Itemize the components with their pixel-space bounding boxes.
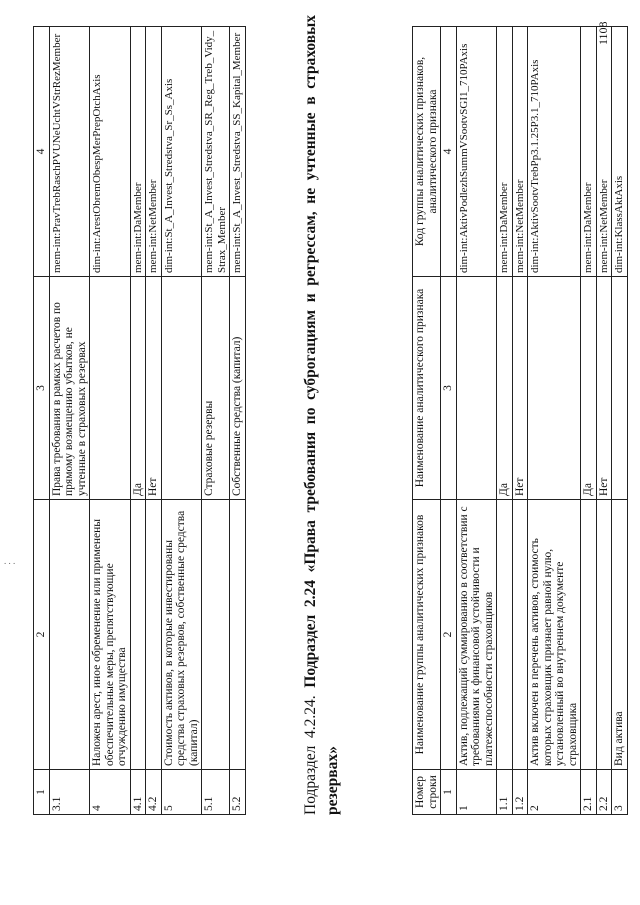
code-cell: mem-int:DaMember bbox=[497, 27, 513, 277]
feature-name-cell: Да bbox=[581, 277, 597, 500]
section-heading bbox=[300, 15, 344, 815]
table2-header-cell: Номер строки bbox=[413, 770, 441, 815]
table2-header-cell: Наименование аналитического признака bbox=[413, 277, 441, 500]
group-name-cell bbox=[497, 500, 513, 770]
feature-name-cell: Да bbox=[497, 277, 513, 500]
group-name-cell bbox=[49, 500, 90, 770]
table2-colnum-cell: 1 bbox=[441, 770, 457, 815]
feature-name-cell bbox=[528, 277, 581, 500]
row-number-cell: 5.1 bbox=[202, 770, 230, 815]
feature-name-cell bbox=[161, 277, 202, 500]
group-name-cell: Актив, подлежащий суммированию в соответствии с требованиями к финансовой устойчивости и платежеспособности страховщиков bbox=[456, 500, 497, 770]
row-number-cell: 3 bbox=[612, 770, 628, 815]
feature-name-cell: Собственные средства (капитал) bbox=[230, 277, 246, 500]
code-cell: dim-int:KlassAktAxis bbox=[612, 27, 628, 277]
table-continued bbox=[33, 26, 246, 815]
row-number-cell: 5 bbox=[161, 770, 202, 815]
group-name-cell bbox=[596, 500, 612, 770]
heading-prefix: Подраздел 4.2.24. bbox=[302, 687, 319, 815]
code-cell: dim-int:St_A_Invest_Stredstva_Sr_Ss_Axis bbox=[161, 27, 202, 277]
table-row bbox=[130, 27, 146, 815]
code-cell: mem-int:PravTrebRaschPVUNeUchtVStrRezMember bbox=[49, 27, 90, 277]
table1-header-cell: 2 bbox=[34, 500, 50, 770]
feature-name-cell: Нет bbox=[146, 277, 162, 500]
table2-colnum-cell: 3 bbox=[441, 277, 457, 500]
code-cell: mem-int:DaMember bbox=[130, 27, 146, 277]
group-name-cell bbox=[130, 500, 146, 770]
row-number-cell: 5.2 bbox=[230, 770, 246, 815]
code-cell: dim-int:ArestObremObespMerPrepOtchAxis bbox=[90, 27, 131, 277]
table1-header-row bbox=[34, 27, 50, 815]
code-cell: mem-int:St_A_Invest_Stredstva_SR_Reg_Treb_Vidy_Strax_Member bbox=[202, 27, 230, 277]
table-row bbox=[612, 27, 628, 815]
feature-name-cell: Страховые резервы bbox=[202, 277, 230, 500]
row-number-cell: 3.1 bbox=[49, 770, 90, 815]
group-name-cell: Вид актива bbox=[612, 500, 628, 770]
table2-header-cell: Код группы аналитических признаков, аналитического признака bbox=[413, 27, 441, 277]
table2-colnum-cell: 4 bbox=[441, 27, 457, 277]
table-row bbox=[528, 27, 581, 815]
row-number-cell: 1 bbox=[456, 770, 497, 815]
table-row bbox=[202, 27, 230, 815]
code-cell: mem-int:St_A_Invest_Stredstva_SS_Kapital_Member bbox=[230, 27, 246, 277]
group-name-cell bbox=[512, 500, 528, 770]
row-number-cell: 1.2 bbox=[512, 770, 528, 815]
group-name-cell bbox=[146, 500, 162, 770]
feature-name-cell: Нет bbox=[596, 277, 612, 500]
table2-colnum-row bbox=[441, 27, 457, 815]
table-row bbox=[161, 27, 202, 815]
table2-header-row bbox=[413, 27, 441, 815]
heading-title: Подраздел 2.24 «Права требования по суброгациям и регрессам, не учтенные в страховых резервах» bbox=[302, 14, 341, 815]
table1-header-cell: 4 bbox=[34, 27, 50, 277]
table-row bbox=[596, 27, 612, 815]
table-row bbox=[146, 27, 162, 815]
bleed-marks: . . . bbox=[4, 556, 16, 566]
table2-colnum-cell: 2 bbox=[441, 500, 457, 770]
feature-name-cell bbox=[612, 277, 628, 500]
group-name-cell bbox=[202, 500, 230, 770]
row-number-cell: 4.1 bbox=[130, 770, 146, 815]
code-cell: mem-int:NetMember bbox=[146, 27, 162, 277]
row-number-cell: 2 bbox=[528, 770, 581, 815]
row-number-cell: 2.1 bbox=[581, 770, 597, 815]
code-cell: mem-int:NetMember bbox=[596, 27, 612, 277]
row-number-cell: 4 bbox=[90, 770, 131, 815]
table2-header-cell: Наименование группы аналитических признаков bbox=[413, 500, 441, 770]
code-cell: dim-int:AktivSootvTrebPp3.1.25P3.1_710PAxis bbox=[528, 27, 581, 277]
feature-name-cell: Да bbox=[130, 277, 146, 500]
table-row bbox=[497, 27, 513, 815]
group-name-cell: Актив включен в перечень активов, стоимость которых страховщик признает равной нулю, установленный во внутреннем документе страховщика bbox=[528, 500, 581, 770]
group-name-cell bbox=[581, 500, 597, 770]
code-cell: dim-int:AktivPodlezhSummVSootvSGI1_710PAxis bbox=[456, 27, 497, 277]
feature-name-cell bbox=[456, 277, 497, 500]
page-number: 1108 bbox=[596, 21, 610, 45]
feature-name-cell: Нет bbox=[512, 277, 528, 500]
code-cell: mem-int:NetMember bbox=[512, 27, 528, 277]
table-row bbox=[49, 27, 90, 815]
code-cell: mem-int:DaMember bbox=[581, 27, 597, 277]
feature-name-cell: Права требования в рамках расчетов по прямому возмещению убытков, не учтенные в страховых резервах bbox=[49, 277, 90, 500]
table1-header-cell: 1 bbox=[34, 770, 50, 815]
table-row bbox=[90, 27, 131, 815]
row-number-cell: 4.2 bbox=[146, 770, 162, 815]
group-name-cell: Наложен арест, иное обременение или применены обеспечительные меры, препятствующие отчуждению имущества bbox=[90, 500, 131, 770]
feature-name-cell bbox=[90, 277, 131, 500]
table-row bbox=[581, 27, 597, 815]
table-analytic-features bbox=[412, 26, 628, 815]
row-number-cell: 2.2 bbox=[596, 770, 612, 815]
group-name-cell: Стоимость активов, в которые инвестированы средства страховых резервов, собственные средства (капитал) bbox=[161, 500, 202, 770]
row-number-cell: 1.1 bbox=[497, 770, 513, 815]
group-name-cell bbox=[230, 500, 246, 770]
table-row bbox=[456, 27, 497, 815]
table-row bbox=[512, 27, 528, 815]
table-row bbox=[230, 27, 246, 815]
table1-header-cell: 3 bbox=[34, 277, 50, 500]
